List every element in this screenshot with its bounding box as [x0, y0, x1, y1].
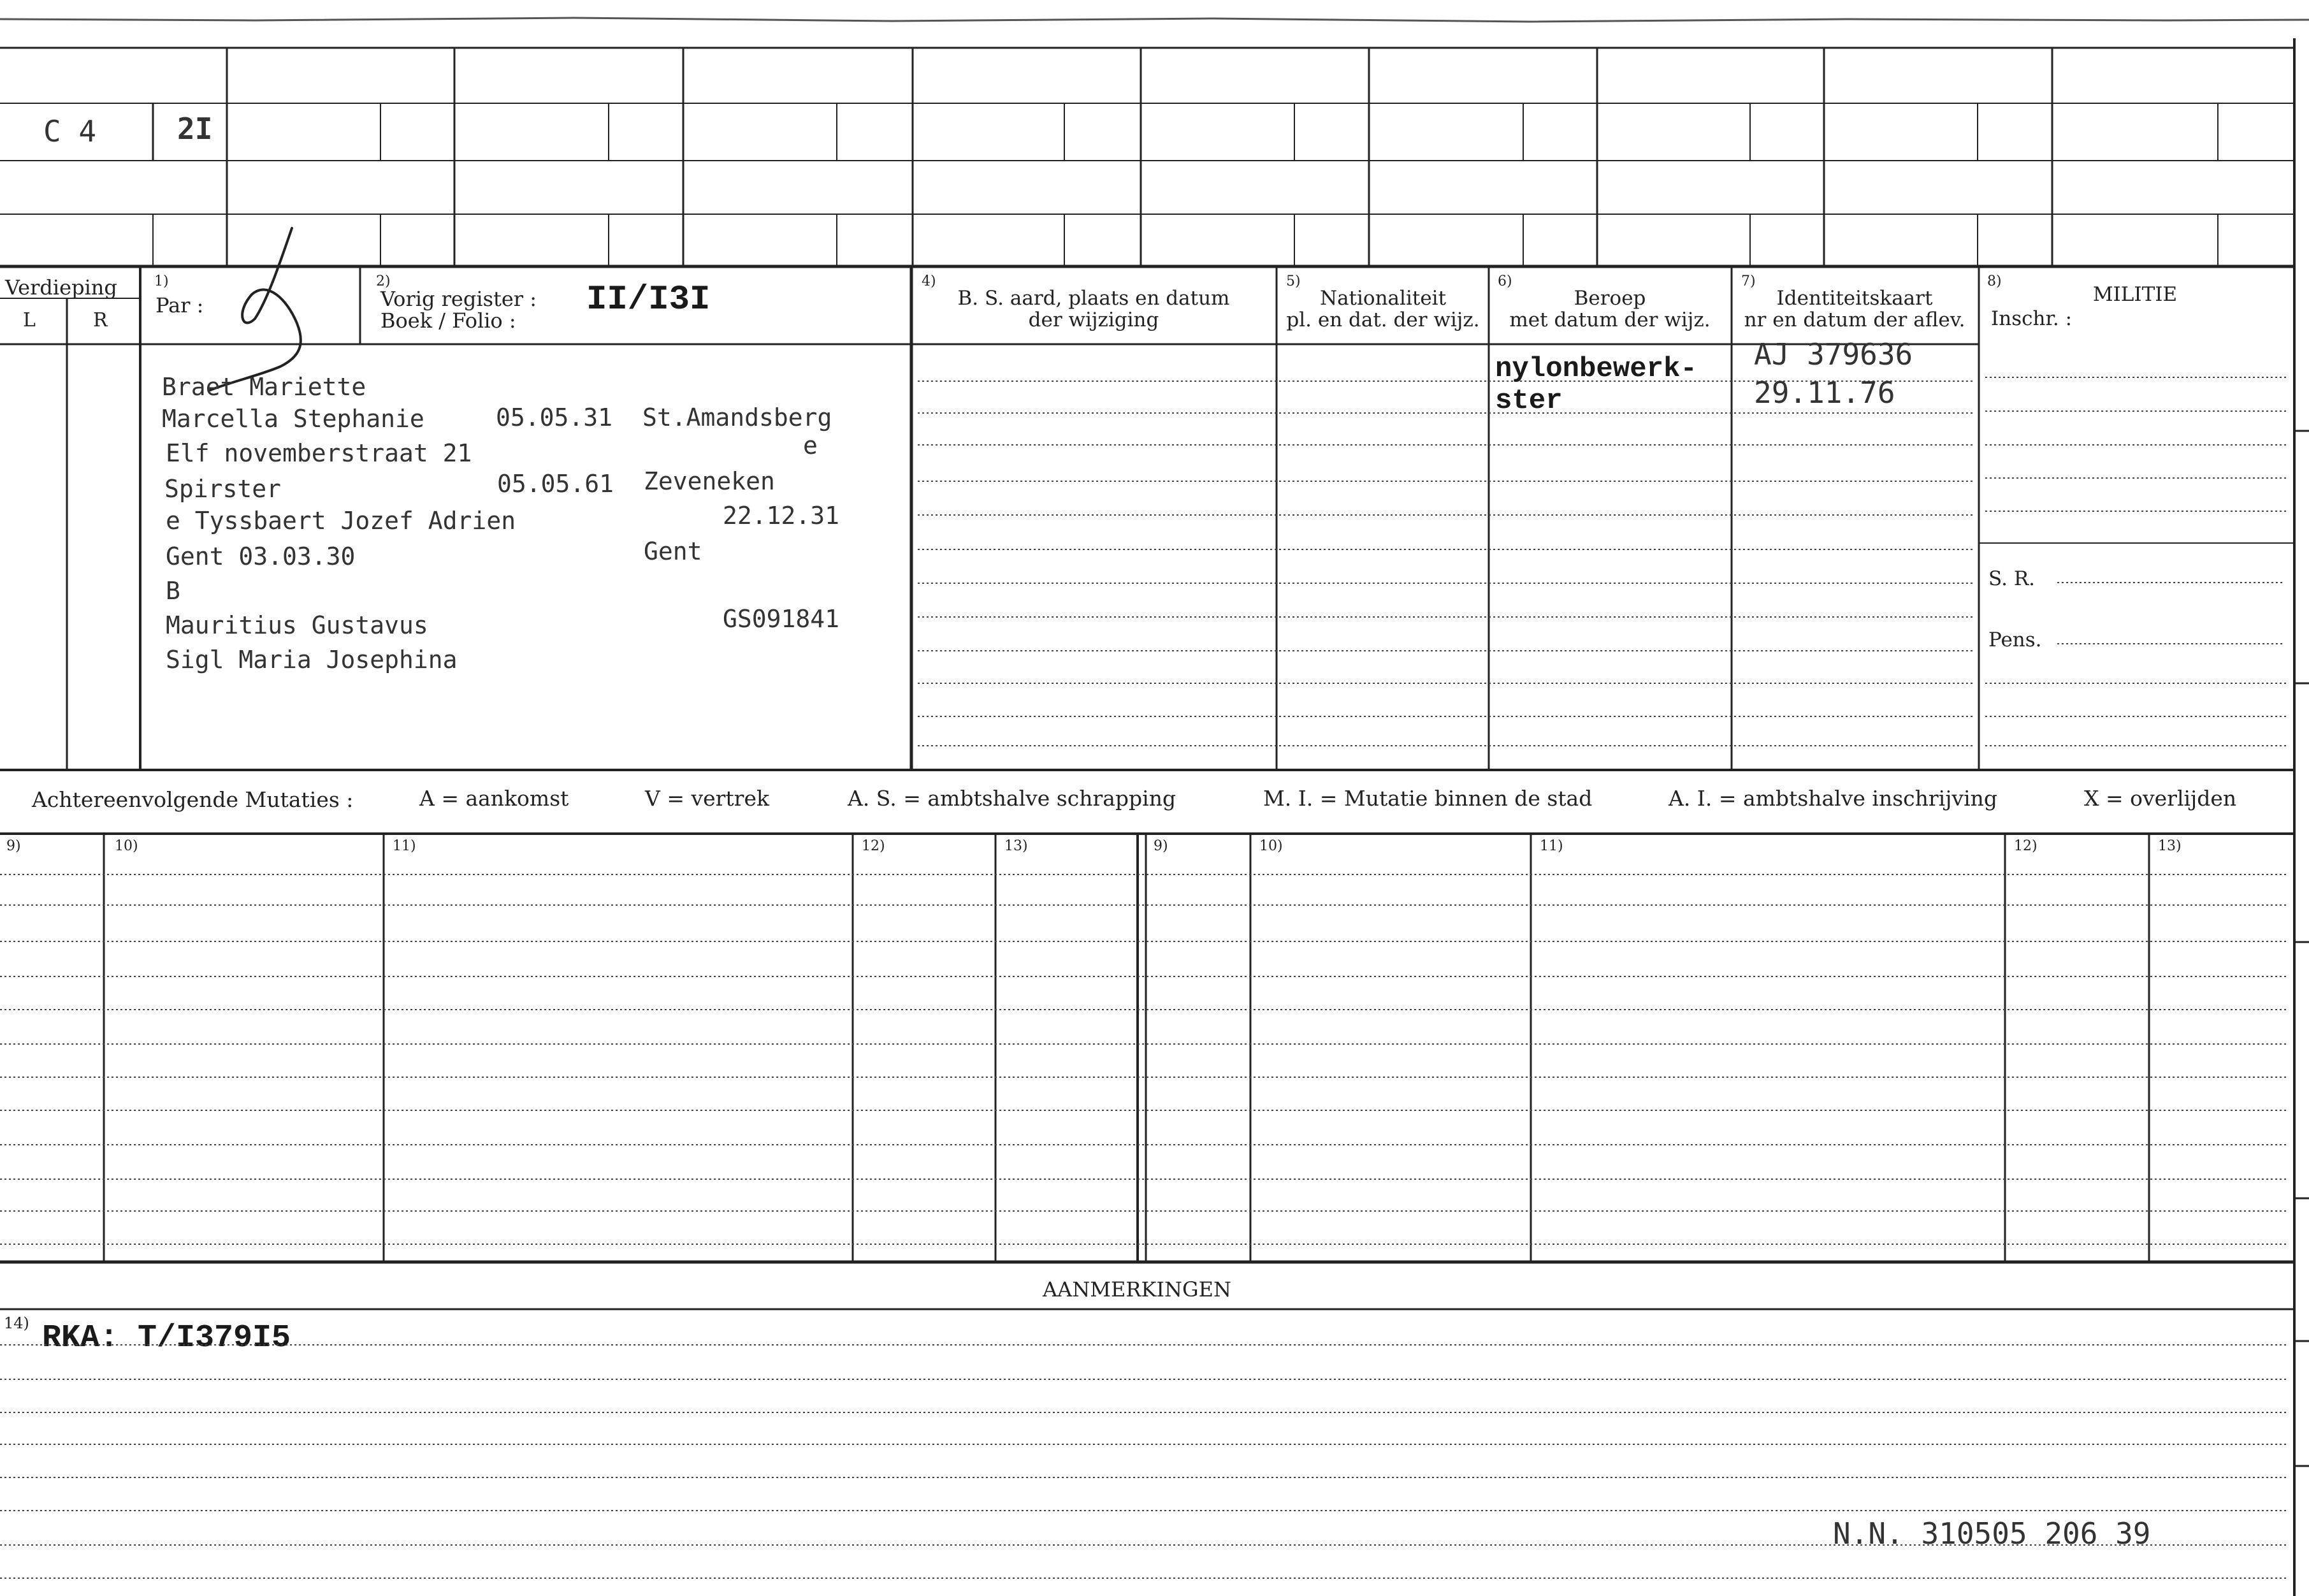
- mutaties-grid: [0, 834, 2294, 1262]
- person-line-8a: Mauritius Gustavus: [166, 611, 428, 639]
- mutatie-col-9: 9): [6, 838, 21, 854]
- person-line-8b: GS091841: [723, 605, 840, 633]
- vorig-register-label: Vorig register :: [380, 287, 537, 311]
- par-label: Par :: [156, 293, 204, 317]
- person-line-6a: Gent 03.03.30: [166, 542, 356, 570]
- boek-folio-label: Boek / Folio :: [380, 308, 516, 333]
- rka-remark: RKA: T/I379I5: [42, 1320, 291, 1356]
- col8-number: 8): [1987, 273, 2002, 289]
- l-label: L: [23, 309, 36, 331]
- inschr-label: Inschr. :: [1991, 307, 2073, 330]
- person-line-2c: St.Amandsberg: [642, 403, 832, 432]
- id-card-date: 29.11.76: [1754, 375, 1895, 410]
- beroep-value-line1: nylonbewerk-: [1495, 353, 1697, 385]
- person-line-6b: Gent: [644, 537, 702, 565]
- r-label: R: [93, 309, 108, 331]
- beroep-value-line2: ster: [1495, 385, 1563, 417]
- person-line-7: B: [166, 577, 180, 605]
- bs-heading-line1: B. S. aard, plaats en datum: [957, 287, 1230, 310]
- block-number: 2I: [177, 112, 213, 146]
- mutatie-col-10b: 10): [1259, 838, 1283, 854]
- mutaties-label: Achtereenvolgende Mutaties :: [32, 787, 354, 812]
- torn-edge: [0, 18, 2309, 22]
- person-line-2a: Marcella Stephanie: [162, 405, 424, 433]
- mutatie-col-13: 13): [1004, 838, 1028, 854]
- person-line-9: Sigl Maria Josephina: [166, 646, 458, 674]
- bs-heading-line2: der wijziging: [1028, 308, 1159, 331]
- block-code: C 4: [43, 114, 97, 149]
- margin-ticks: [2294, 431, 2309, 1466]
- verdieping-label: Verdieping: [5, 275, 117, 300]
- person-line-4c: Zeveneken: [644, 467, 775, 495]
- col6-number: 6): [1498, 273, 1512, 289]
- person-line-2b: 05.05.31: [496, 403, 613, 432]
- col7-number: 7): [1741, 273, 1756, 289]
- col1-number: 1): [154, 273, 169, 289]
- vorig-register-value: II/I3I: [586, 280, 711, 319]
- col2-number: 2): [376, 273, 391, 289]
- beroep-heading-line1: Beroep: [1574, 287, 1646, 310]
- col4-number: 4): [922, 273, 936, 289]
- mutaties-dotted-lines: [0, 874, 2288, 1244]
- mutatie-col-12b: 12): [2014, 838, 2038, 854]
- militie-heading: MILITIE: [2092, 283, 2178, 306]
- legend-mi: M. I. = Mutatie binnen de stad: [1263, 786, 1593, 811]
- id-card-number: AJ 379636: [1754, 337, 1913, 372]
- dotted-lines-columns: [918, 377, 2288, 746]
- legend-v: V = vertrek: [645, 786, 769, 811]
- aanmerkingen-title: AANMERKINGEN: [1043, 1277, 1231, 1302]
- handwritten-signature: [210, 228, 301, 390]
- person-line-4a: Spirster: [164, 475, 282, 503]
- mutatie-col-11: 11): [393, 838, 416, 854]
- nationaliteit-heading-line1: Nationaliteit: [1319, 287, 1447, 310]
- mutatie-col-13b: 13): [2158, 838, 2182, 854]
- pens-label: Pens.: [1988, 628, 2042, 651]
- identiteitskaart-heading-line2: nr en datum der aflev.: [1744, 308, 1965, 331]
- legend-a: A = aankomst: [419, 786, 569, 811]
- person-line-1: Braet Mariette: [162, 373, 366, 401]
- mutaties-legend: [31, 786, 2236, 812]
- person-line-5a: e Tyssbaert Jozef Adrien: [166, 507, 516, 535]
- beroep-heading-line2: met datum der wijz.: [1509, 308, 1711, 331]
- sr-label: S. R.: [1988, 567, 2036, 590]
- person-line-4b: 05.05.61: [497, 470, 614, 498]
- legend-ai: A. I. = ambtshalve inschrijving: [1668, 786, 1998, 811]
- nationaliteit-heading-line2: pl. en dat. der wijz.: [1286, 308, 1480, 331]
- mutaties-column-numbers: [6, 838, 2182, 854]
- mutatie-col-9b: 9): [1154, 838, 1168, 854]
- top-grid: [0, 38, 2294, 1596]
- legend-x: X = overlijden: [2084, 786, 2237, 811]
- col5-number: 5): [1286, 273, 1301, 289]
- person-line-3b: e: [803, 432, 818, 460]
- legend-as: A. S. = ambtshalve schrapping: [848, 786, 1176, 811]
- mutatie-col-10: 10): [115, 838, 138, 854]
- person-details: [162, 373, 839, 674]
- remark-number: 14): [4, 1314, 29, 1332]
- person-line-5b: 22.12.31: [723, 502, 840, 530]
- mutatie-col-12: 12): [862, 838, 885, 854]
- person-line-3a: Elf novemberstraat 21: [166, 439, 472, 467]
- identiteitskaart-heading-line1: Identiteitskaart: [1776, 287, 1933, 310]
- mutatie-col-11b: 11): [1540, 838, 1563, 854]
- national-number: N.N. 310505 206 39: [1833, 1516, 2151, 1551]
